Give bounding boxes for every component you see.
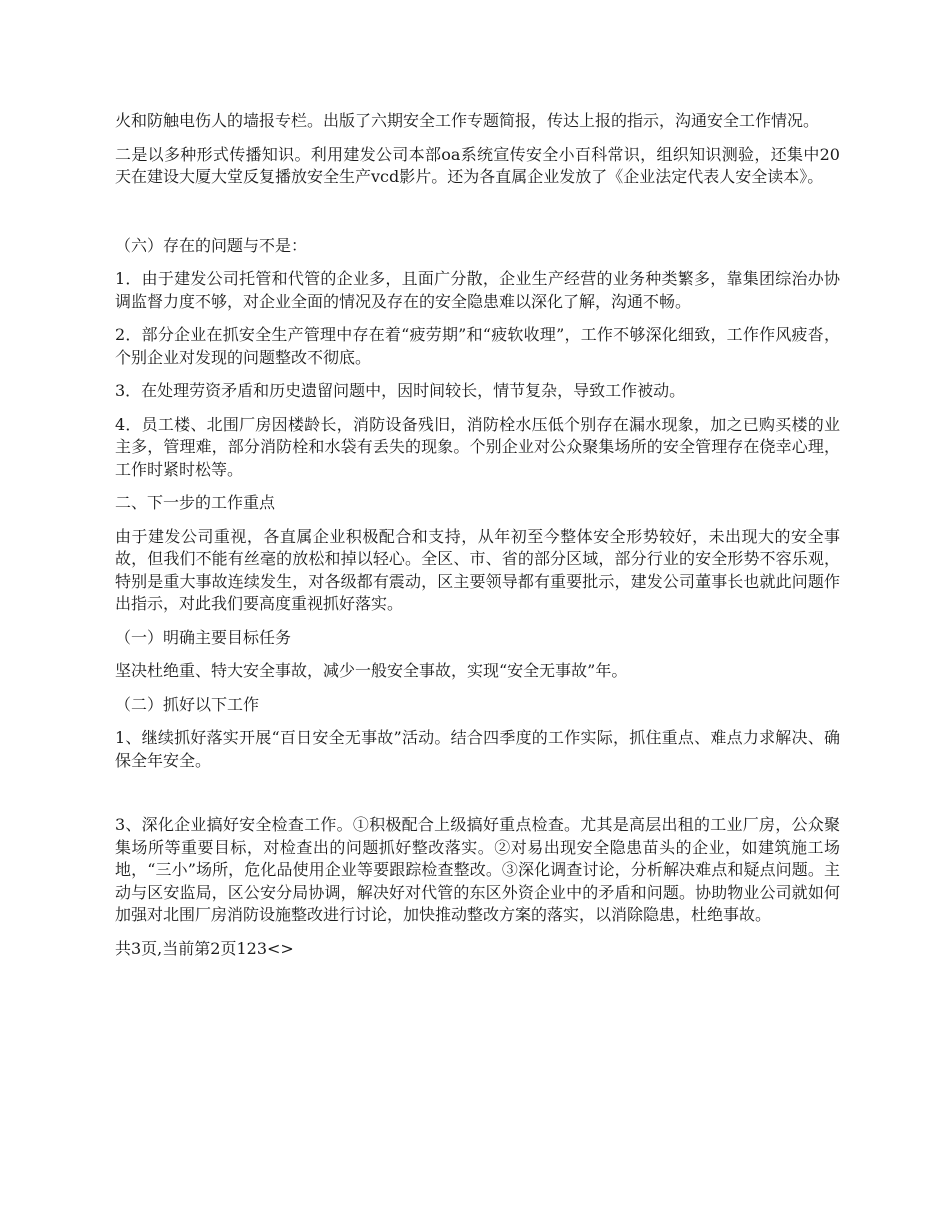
subsection-1-text: 坚决杜绝重、特大安全事故，减少一般安全事故，实现“安全无事故”年。	[115, 661, 628, 680]
pagination	[115, 938, 840, 961]
paragraph-knowledge-spread: 二是以多种形式传播知识。利用建发公司本部oa系统宣传安全小百科常识，组织知识测验，还集中20天在建设大厦大堂反复播放安全生产vcd影片。还为各直属企业发放了《企业法定代表人安全读本》。	[115, 144, 840, 186]
section-six-heading: （六）存在的问题与不是：	[115, 235, 308, 255]
work-item-3: 3、深化企业搞好安全检查工作。①积极配合上级搞好重点检查。尤其是高层出租的工业厂房，公众聚集场所等重要目标，对检查出的问题抓好整改落实。②对易出现安全隐患苗头的企业，如建筑施工场地，“三小”场所，危化品使用企业等要跟踪检查整改。③深化调查讨论，分析解决难点和疑点问题。主动与区安监局，区公安分局协调，解决好对代管的东区外资企业中的矛盾和问题。协助物业公司就如何加强对北围厂房消防设施整改进行讨论，加快推动整改方案的落实，以消除隐患，杜绝事故。	[115, 815, 840, 924]
problem-item-4: 4．员工楼、北围厂房因楼龄长，消防设备残旧，消防栓水压低个别存在漏水现象，加之已购买楼的业主多，管理难，部分消防栓和水袋有丢失的现象。个别企业对公众聚集场所的安全管理存在侥幸心理，工作时紧时松等。	[115, 414, 840, 479]
section-two-intro: 由于建发公司重视，各直属企业积极配合和支持，从年初至今整体安全形势较好，未出现大的安全事故，但我们不能有丝毫的放松和掉以轻心。全区、市、省的部分区域，部分行业的安全形势不容乐观，特别是重大事故连续发生，对各级都有震动，区主要领导都有重要批示，建发公司董事长也就此问题作出指示，对此我们要高度重视抓好落实。	[115, 526, 840, 613]
problem-item-2: 2．部分企业在抓安全生产管理中存在着“疲劳期”和“疲软收理”，工作不够深化细致，工作作风疲沓，个别企业对发现的问题整改不彻底。	[115, 325, 840, 367]
document-body	[115, 110, 840, 960]
spacer	[115, 783, 840, 814]
paragraph-wall-newspaper: 火和防触电伤人的墙报专栏。出版了六期安全工作专题简报，传达上报的指示，沟通安全工作情况。	[115, 111, 820, 130]
page-link-1[interactable]: 1	[236, 938, 247, 958]
pagination-summary: 共3页,当前第2页	[115, 938, 237, 958]
subsection-2-heading: （二）抓好以下工作	[115, 694, 260, 714]
prev-page-link[interactable]: <	[267, 938, 281, 958]
problem-item-3: 3．在处理劳资矛盾和历史遗留问题中，因时间较长，情节复杂，导致工作被动。	[115, 381, 686, 400]
page-link-3[interactable]: 3	[256, 938, 268, 958]
problem-item-1: 1．由于建发公司托管和代管的企业多，且面广分散，企业生产经营的业务种类繁多，靠集团综治办协调监督力度不够，对企业全面的情况及存在的安全隐患难以深化了解，沟通不畅。	[115, 269, 840, 311]
section-two-heading: 二、下一步的工作重点	[115, 493, 276, 512]
work-item-1: 1、继续抓好落实开展“百日安全无事故”活动。结合四季度的工作实际，抓住重点、难点力求解决、确保全年安全。	[115, 728, 840, 770]
subsection-1-heading: （一）明确主要目标任务	[115, 627, 292, 647]
next-page-link[interactable]: >	[280, 938, 294, 958]
page-link-2[interactable]: 2	[246, 938, 257, 958]
spacer	[115, 200, 840, 235]
